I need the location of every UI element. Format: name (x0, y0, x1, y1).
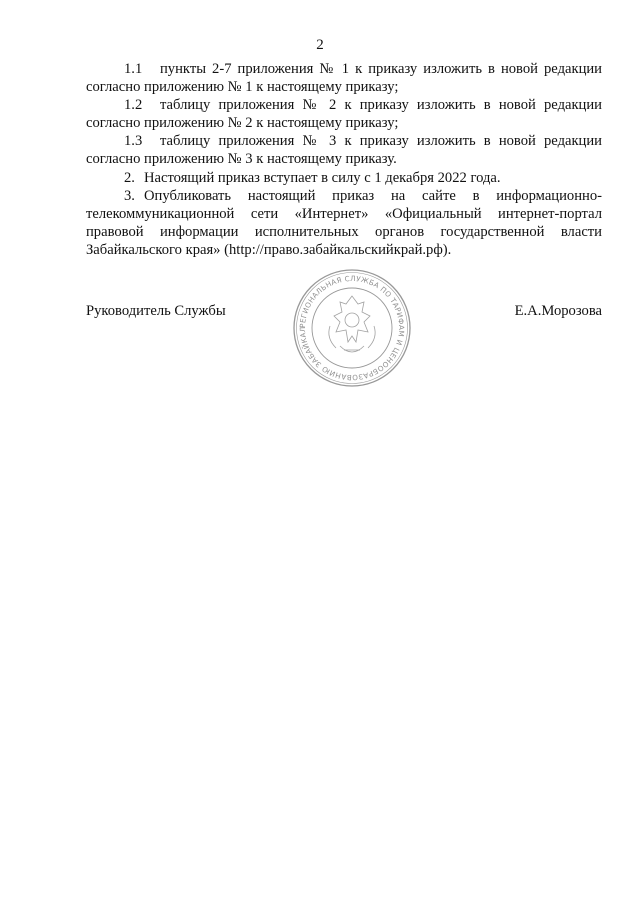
item-number: 2. (124, 169, 135, 186)
paragraph-continuation: телекоммуникационной сети «Интернет» «Официальный интернет-портал правовой информации исполнительных органов государственной власти Забайкальского края» (http://право.забайкальскийкрай.рф). (86, 205, 602, 258)
paragraph-first-line (86, 60, 602, 78)
item-number: 3. (124, 187, 135, 204)
item-number: 1.1 (124, 61, 143, 77)
signatory-name: Е.А.Морозова (514, 303, 602, 319)
paragraph-3 (86, 187, 602, 259)
paragraph-first-line (86, 169, 602, 187)
item-number: 1.2 (124, 97, 143, 114)
paragraph-text: таблицу приложения № 3 к приказу изложить в новой редакции (160, 133, 602, 150)
paragraph-first-line (86, 132, 602, 150)
paragraph-1-2 (86, 96, 602, 132)
paragraph-first-line (86, 96, 602, 114)
seal-graphic (290, 266, 414, 390)
item-number: 1.3 (124, 133, 143, 150)
paragraph-2 (86, 169, 602, 187)
signature-block (86, 302, 602, 322)
paragraph-text: пункты 2-7 приложения № 1 к приказу изложить в новой редакции (160, 61, 602, 77)
page-number: 2 (316, 37, 324, 53)
paragraph-1-1 (86, 60, 602, 96)
paragraph-text: Опубликовать настоящий приказ на сайте в информационно- (144, 187, 602, 204)
seal-ring-text: РЕГИОНАЛЬНАЯ СЛУЖБА ПО ТАРИФАМ И ЦЕНООБРАЗОВАНИЮ ЗАБАЙКАЛ (297, 273, 407, 383)
paragraph-continuation: согласно приложению № 2 к настоящему приказу; (86, 115, 399, 132)
paragraph-text: Настоящий приказ вступает в силу с 1 декабря 2022 года. (144, 169, 501, 186)
paragraph-continuation: согласно приложению № 3 к настоящему приказу. (86, 151, 397, 168)
paragraph-1-3 (86, 132, 602, 168)
paragraph-first-line (86, 187, 602, 205)
paragraph-text: таблицу приложения № 2 к приказу изложить в новой редакции (160, 97, 602, 114)
document-body (86, 60, 602, 259)
paragraph-continuation: согласно приложению № 1 к настоящему приказу; (86, 79, 399, 96)
official-seal-stamp (290, 266, 414, 390)
signatory-title: Руководитель Службы (86, 303, 226, 319)
